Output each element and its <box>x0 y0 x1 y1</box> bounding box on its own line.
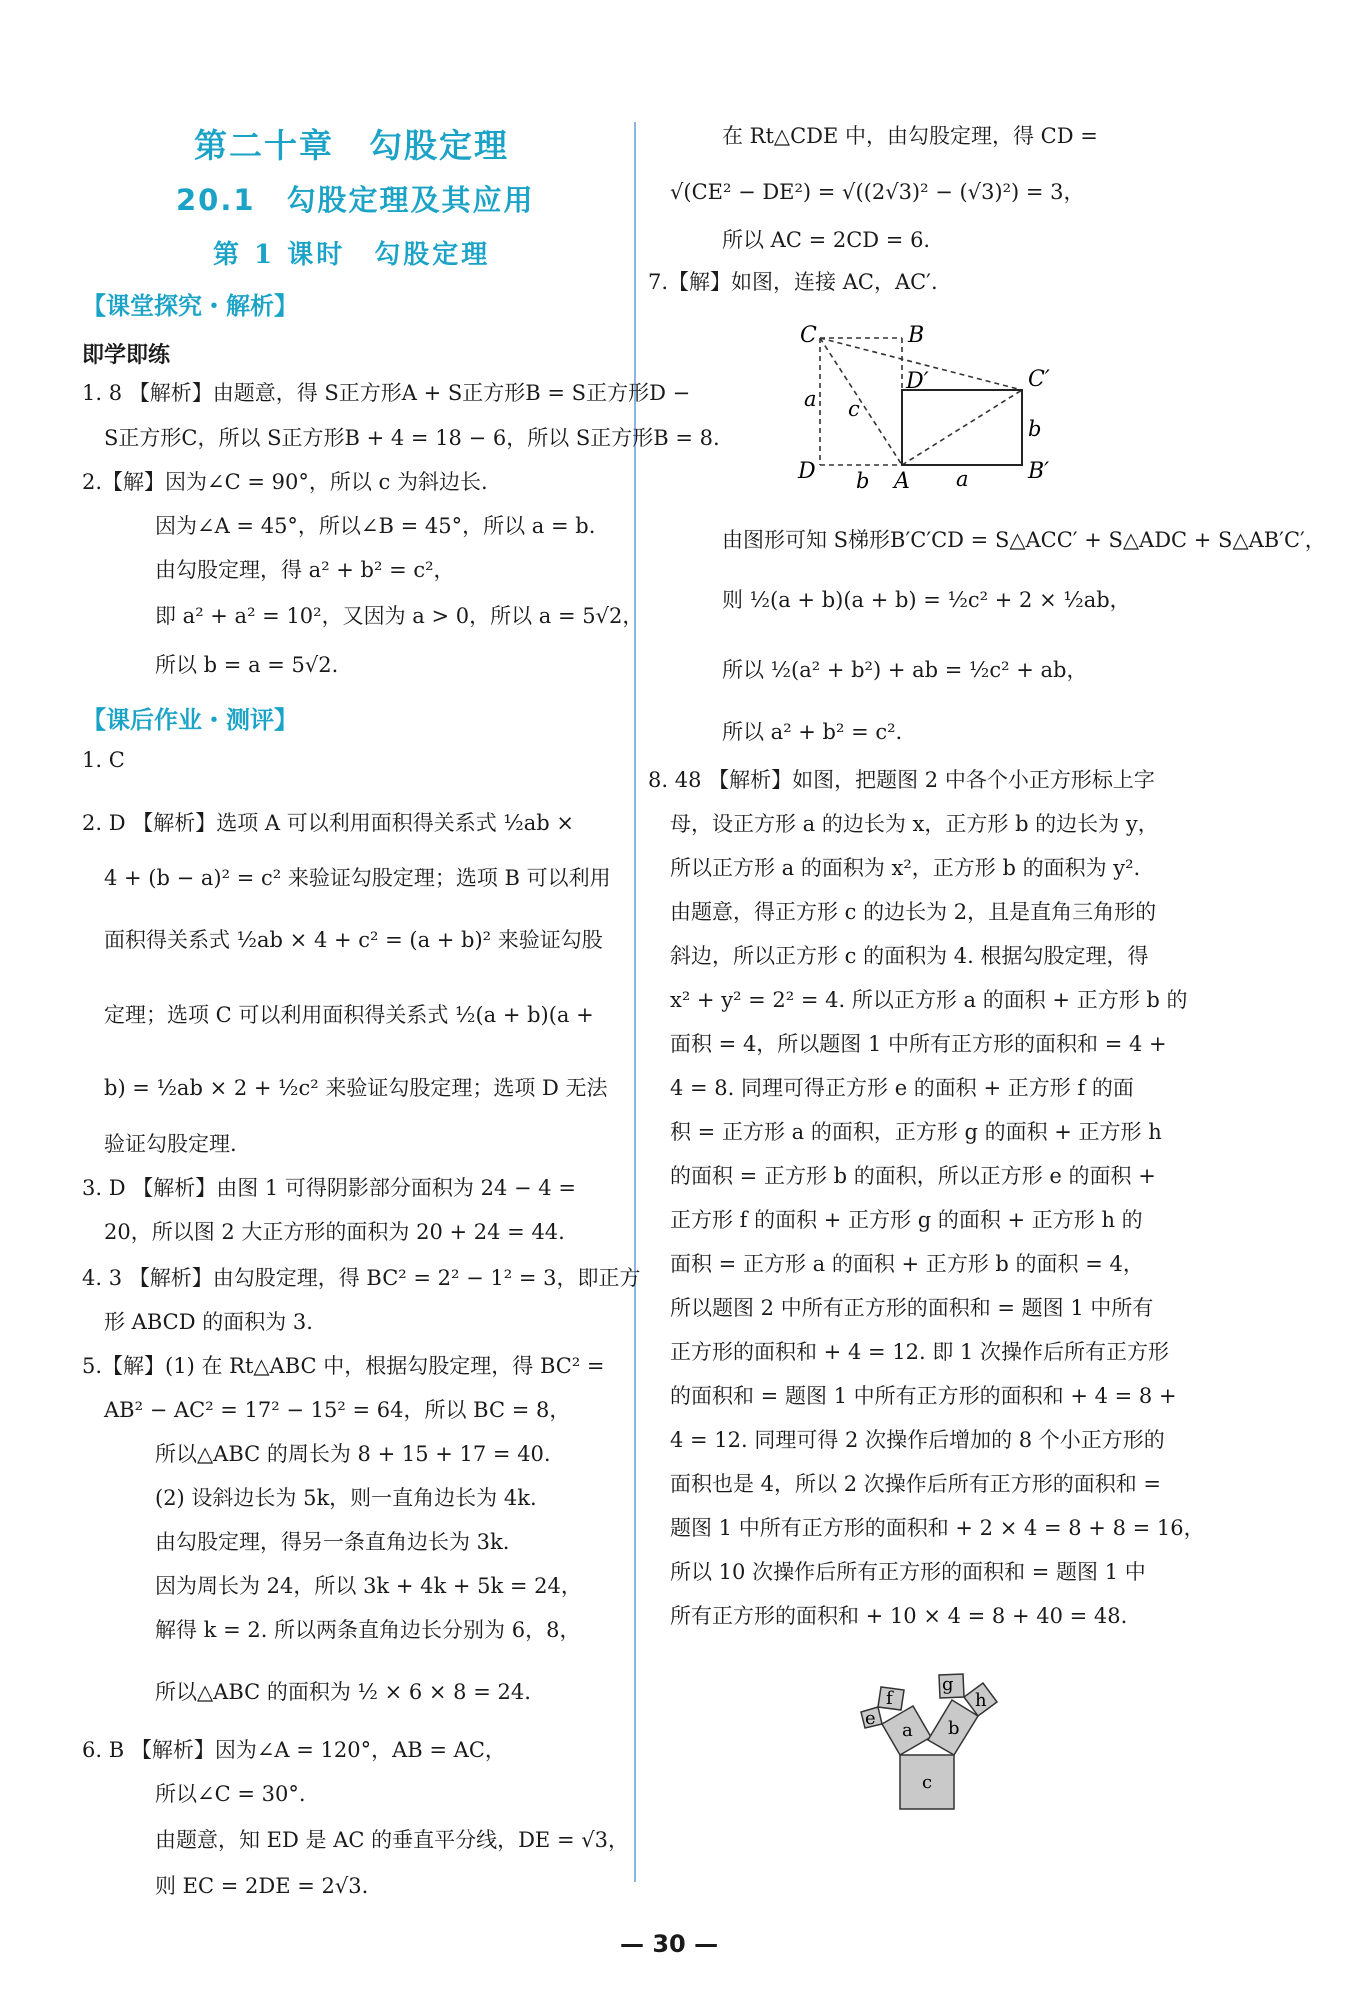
text-line: 由题意，知 ED 是 AC 的垂直平分线，DE = √3， <box>155 1828 629 1852</box>
text-line: 即 a² + a² = 10²，又因为 a > 0，所以 a = 5√2， <box>155 604 644 628</box>
lesson-title: 第 1 课时 勾股定理 <box>213 240 491 270</box>
text-line: 由勾股定理，得另一条直角边长为 3k. <box>155 1530 510 1554</box>
page-number: — 30 — <box>620 1930 719 1958</box>
text-line: 所以 AC = 2CD = 6. <box>722 228 931 252</box>
label-D-prime: D′ <box>906 369 929 394</box>
label-C-prime: C′ <box>1028 367 1050 392</box>
text-line: 1. 8 【解析】由题意，得 S正方形A + S正方形B = S正方形D − <box>82 381 691 405</box>
section-classroom: 【课堂探究・解析】 <box>82 292 298 320</box>
text-line: 由勾股定理，得 a² + b² = c²， <box>155 558 455 582</box>
text-line: 所以 a² + b² = c². <box>722 720 903 744</box>
text-line: S正方形C，所以 S正方形B + 4 = 18 − 6，所以 S正方形B = 8. <box>104 426 720 450</box>
dashed-line-AC <box>902 390 1022 465</box>
text-line: 因为∠A = 45°，所以∠B = 45°，所以 a = b. <box>155 514 596 538</box>
text-line: 7.【解】如图，连接 AC，AC′. <box>648 270 938 294</box>
text-line: 2. D 【解析】选项 A 可以利用面积得关系式 ½ab × <box>82 811 575 835</box>
figure-7-diagram <box>780 320 1080 500</box>
label-c: c <box>922 1772 933 1793</box>
text-line: 则 EC = 2DE = 2√3. <box>155 1874 369 1898</box>
label-a-left: a <box>804 387 817 411</box>
text-line: 验证勾股定理. <box>104 1132 237 1156</box>
text-line: 积 = 正方形 a 的面积，正方形 g 的面积 + 正方形 h <box>670 1120 1162 1144</box>
text-line: b) = ½ab × 2 + ½c² 来验证勾股定理；选项 D 无法 <box>104 1076 608 1100</box>
text-line: 因为周长为 24，所以 3k + 4k + 5k = 24， <box>155 1574 582 1598</box>
section-title: 20.1 勾股定理及其应用 <box>176 183 535 217</box>
chapter-title: 第二十章 勾股定理 <box>194 126 509 165</box>
label-g: g <box>942 1674 954 1695</box>
text-line: 由题意，得正方形 c 的边长为 2，且是直角三角形的 <box>670 900 1157 924</box>
text-line: 由图形可知 S梯形B′C′CD = S△ACC′ + S△ADC + S△AB′C′， <box>722 528 1326 552</box>
label-a-bottom: a <box>956 467 969 491</box>
figure-8-pythagoras-tree <box>830 1650 1070 1820</box>
label-A: A <box>894 469 910 494</box>
text-line: 正方形的面积和 + 4 = 12. 即 1 次操作后所有正方形 <box>670 1340 1170 1364</box>
text-line: 3. D 【解析】由图 1 可得阴影部分面积为 24 − 4 = <box>82 1176 576 1200</box>
label-c: c <box>848 397 860 421</box>
label-D: D <box>798 459 816 484</box>
text-line: 解得 k = 2. 所以两条直角边长分别为 6，8， <box>155 1618 581 1642</box>
text-line: 1. C <box>82 748 125 772</box>
text-line: 所以 10 次操作后所有正方形的面积和 = 题图 1 中 <box>670 1560 1146 1584</box>
text-line: (2) 设斜边长为 5k，则一直角边长为 4k. <box>155 1486 537 1510</box>
text-line: 母，设正方形 a 的边长为 x，正方形 b 的边长为 y， <box>670 812 1159 836</box>
text-line: 2.【解】因为∠C = 90°，所以 c 为斜边长. <box>82 470 488 494</box>
text-line: 面积得关系式 ½ab × 4 + c² = (a + b)² 来验证勾股 <box>104 928 603 952</box>
text-line: 斜边，所以正方形 c 的面积为 4. 根据勾股定理，得 <box>670 944 1149 968</box>
text-line: 8. 48 【解析】如图，把题图 2 中各个小正方形标上字 <box>648 768 1155 792</box>
dashed-line-CA <box>820 338 902 465</box>
label-a: a <box>902 1720 913 1741</box>
label-C: C <box>800 323 817 348</box>
section-practice: 即学即练 <box>82 343 171 368</box>
text-line: 定理；选项 C 可以利用面积得关系式 ½(a + b)(a + <box>104 1003 594 1027</box>
text-line: 所以△ABC 的面积为 ½ × 6 × 8 = 24. <box>155 1680 531 1704</box>
text-line: 则 ½(a + b)(a + b) = ½c² + 2 × ½ab， <box>722 588 1131 612</box>
text-line: 所有正方形的面积和 + 10 × 4 = 8 + 40 = 48. <box>670 1604 1128 1628</box>
text-line: 正方形 f 的面积 + 正方形 g 的面积 + 正方形 h 的 <box>670 1208 1143 1232</box>
text-line: x² + y² = 2² = 4. 所以正方形 a 的面积 + 正方形 b 的 <box>670 988 1188 1012</box>
label-b-right: b <box>1028 417 1042 441</box>
text-line: 所以 ½(a² + b²) + ab = ½c² + ab， <box>722 658 1088 682</box>
text-line: 所以 b = a = 5√2. <box>155 653 339 677</box>
text-line: 题图 1 中所有正方形的面积和 + 2 × 4 = 8 + 8 = 16， <box>670 1516 1205 1540</box>
section-homework: 【课后作业・测评】 <box>82 706 298 734</box>
label-b-bottom: b <box>856 469 870 493</box>
text-line: 所以△ABC 的周长为 8 + 15 + 17 = 40. <box>155 1442 551 1466</box>
text-line: 的面积和 = 题图 1 中所有正方形的面积和 + 4 = 8 + <box>670 1384 1177 1408</box>
text-line: 形 ABCD 的面积为 3. <box>104 1310 313 1334</box>
text-line: √(CE² − DE²) = √((2√3)² − (√3)²) = 3， <box>670 180 1085 204</box>
label-B-prime: B′ <box>1028 459 1050 484</box>
text-line: 所以∠C = 30°. <box>155 1782 306 1806</box>
text-line: 5.【解】(1) 在 Rt△ABC 中，根据勾股定理，得 BC² = <box>82 1354 605 1378</box>
label-h: h <box>975 1690 987 1711</box>
text-line: 4 = 12. 同理可得 2 次操作后增加的 8 个小正方形的 <box>670 1428 1165 1452</box>
text-line: 面积 = 4，所以题图 1 中所有正方形的面积和 = 4 + <box>670 1032 1167 1056</box>
text-line: 4 + (b − a)² = c² 来验证勾股定理；选项 B 可以利用 <box>104 866 611 890</box>
text-line: 所以正方形 a 的面积为 x²，正方形 b 的面积为 y². <box>670 856 1141 880</box>
text-line: 6. B 【解析】因为∠A = 120°，AB = AC， <box>82 1738 506 1762</box>
text-line: 所以题图 2 中所有正方形的面积和 = 题图 1 中所有 <box>670 1296 1154 1320</box>
label-b: b <box>948 1718 960 1739</box>
text-line: 面积也是 4，所以 2 次操作后所有正方形的面积和 = <box>670 1472 1162 1496</box>
label-f: f <box>886 1688 893 1709</box>
text-line: 面积 = 正方形 a 的面积 + 正方形 b 的面积 = 4， <box>670 1252 1144 1276</box>
text-line: 在 Rt△CDE 中，由勾股定理，得 CD = <box>722 124 1098 148</box>
text-line: 4. 3 【解析】由勾股定理，得 BC² = 2² − 1² = 3，即正方 <box>82 1266 641 1290</box>
label-B: B <box>908 323 925 348</box>
text-line: AB² − AC² = 17² − 15² = 64，所以 BC = 8， <box>104 1398 571 1422</box>
label-e: e <box>865 1708 876 1729</box>
text-line: 的面积 = 正方形 b 的面积，所以正方形 e 的面积 + <box>670 1164 1156 1188</box>
text-line: 20，所以图 2 大正方形的面积为 20 + 24 = 44. <box>104 1220 565 1244</box>
text-line: 4 = 8. 同理可得正方形 e 的面积 + 正方形 f 的面 <box>670 1076 1134 1100</box>
